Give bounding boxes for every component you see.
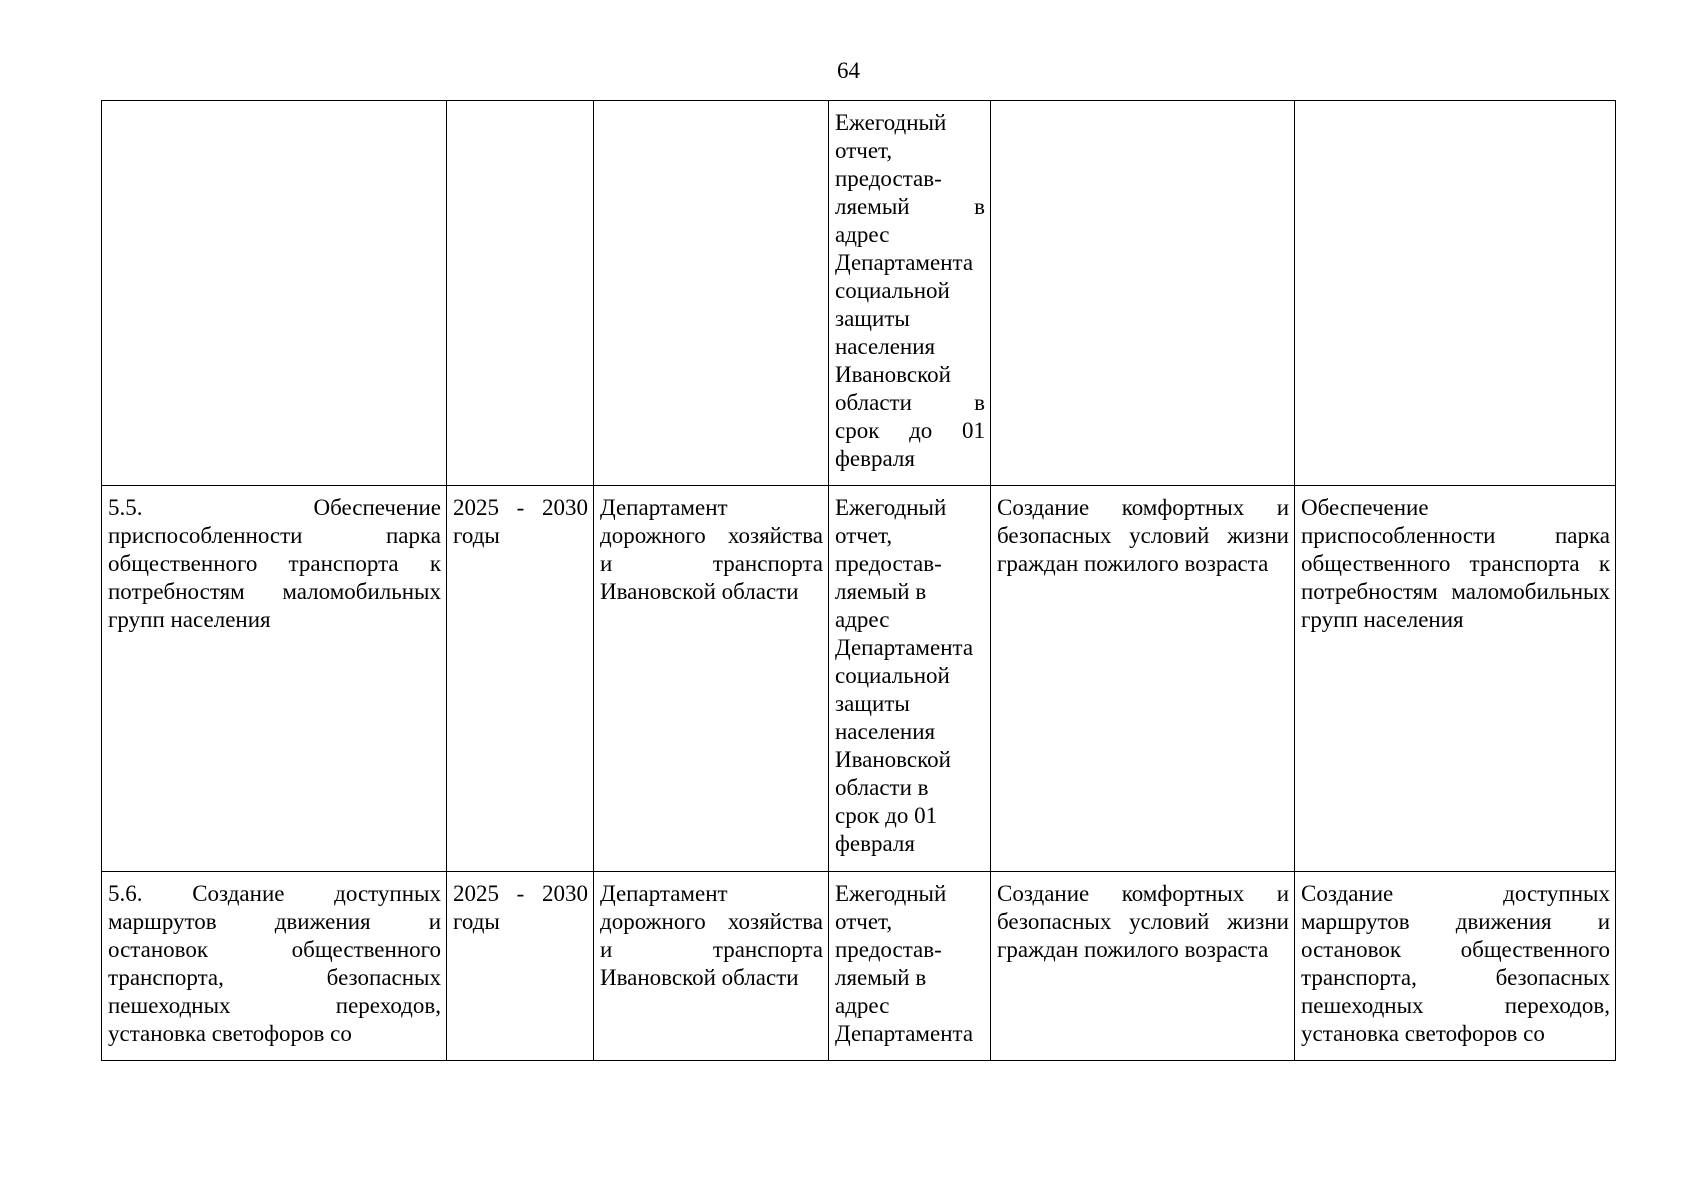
result-cell bbox=[991, 101, 1295, 486]
report-line: отчет, bbox=[835, 523, 893, 548]
result-cell: Создание комфортных и безопасных условий жизни граждан пожилого возраста bbox=[991, 486, 1295, 872]
report-line: отчет, bbox=[835, 138, 893, 163]
report-line: социальной bbox=[835, 278, 950, 303]
report-line: Ивановской bbox=[835, 747, 951, 772]
report-line: предостав- bbox=[835, 937, 942, 962]
result-cell: Создание комфортных и безопасных условий жизни граждан пожилого возраста bbox=[991, 872, 1295, 1061]
report-line: защиты bbox=[835, 306, 910, 331]
measure-cell: 5.6. Создание доступных маршрутов движения и остановок общественного транспорта, безопасных пешеходных переходов, установка светофоров со bbox=[102, 872, 447, 1061]
report-line: февраля bbox=[835, 831, 915, 856]
report-line: Департамента bbox=[835, 1021, 974, 1046]
report-line: области в bbox=[835, 775, 929, 800]
report-line: срок до 01 bbox=[835, 803, 938, 828]
table-row bbox=[102, 486, 1616, 872]
report-cell bbox=[829, 486, 991, 872]
report-line: адрес bbox=[835, 993, 890, 1018]
measure-cell bbox=[102, 101, 447, 486]
measure-cell: 5.5. Обеспечение приспособленности парка общественного транспорта к потребностям маломобильных групп населения bbox=[102, 486, 447, 872]
report-line: ляемый в bbox=[835, 965, 927, 990]
report-line: февраля bbox=[835, 446, 915, 471]
report-line: Департамента bbox=[835, 250, 974, 275]
period-cell: 2025 - 2030 годы bbox=[447, 872, 594, 1061]
table-row bbox=[102, 872, 1616, 1061]
report-line: Ивановской bbox=[835, 362, 951, 387]
period-cell: 2025 - 2030 годы bbox=[447, 486, 594, 872]
report-line: ляемый в bbox=[835, 194, 985, 219]
report-line: защиты bbox=[835, 691, 910, 716]
period-cell bbox=[447, 101, 594, 486]
report-line: Ежегодный bbox=[835, 110, 947, 135]
report-line: Департамента bbox=[835, 635, 974, 660]
report-line: отчет, bbox=[835, 909, 893, 934]
table-row bbox=[102, 101, 1616, 486]
executor-cell bbox=[594, 101, 829, 486]
report-line: адрес bbox=[835, 222, 890, 247]
report-line: предостав- bbox=[835, 166, 942, 191]
executor-cell: Департамент дорожного хозяйства и транспорта Ивановской области bbox=[594, 486, 829, 872]
report-line: срок до 01 bbox=[835, 418, 985, 443]
report-line: населения bbox=[835, 334, 936, 359]
report-line: Ежегодный bbox=[835, 881, 947, 906]
report-line: области в bbox=[835, 390, 985, 415]
report-cell bbox=[829, 872, 991, 1061]
report-line: адрес bbox=[835, 607, 890, 632]
program-measures-table bbox=[101, 100, 1616, 1061]
indicator-cell: Создание доступных маршрутов движения и остановок общественного транспорта, безопасных пешеходных переходов, установка светофоров со bbox=[1295, 872, 1616, 1061]
report-line: социальной bbox=[835, 663, 950, 688]
report-line: Ежегодный bbox=[835, 495, 947, 520]
report-line: предостав- bbox=[835, 551, 942, 576]
report-line: ляемый в bbox=[835, 579, 927, 604]
report-line: населения bbox=[835, 719, 936, 744]
executor-cell: Департамент дорожного хозяйства и транспорта Ивановской области bbox=[594, 872, 829, 1061]
indicator-cell bbox=[1295, 101, 1616, 486]
indicator-cell: Обеспечение приспособленности парка общественного транспорта к потребностям маломобильных групп населения bbox=[1295, 486, 1616, 872]
report-cell bbox=[829, 101, 991, 486]
page-number: 64 bbox=[837, 58, 860, 83]
